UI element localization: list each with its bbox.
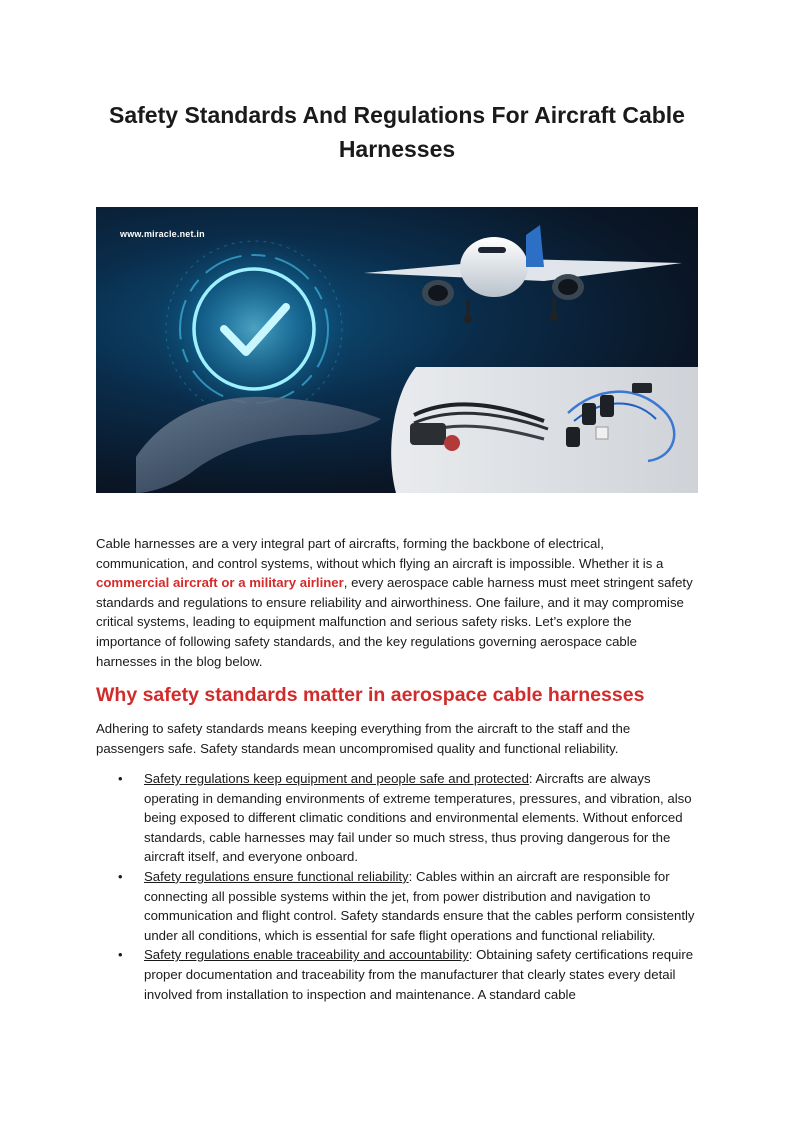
hero-image	[96, 207, 698, 493]
intro-paragraph	[96, 534, 698, 671]
bullet-icon: •	[118, 947, 123, 963]
list-item	[96, 945, 698, 1004]
bullet-text: : Cables within an aircraft are responsible for connecting all possible systems within the jet, from power distribution and navigation to communication and flight control. Safety standards ensure that the cables perform consistently under all conditions, which is essential for safe flight operations and functional reliability.	[144, 868, 695, 943]
hero-illustration	[96, 207, 698, 493]
intro-text-after: , every aerospace cable harness must meet stringent safety standards and regulations to ensure reliability and airworthiness. One failure, and it may compromise critical systems, leading to equipment malfunction and serious safety risks. Let’s explore the importance of following safety standards, and the key regulations governing aerospace cable harnesses in the blog below.	[96, 575, 693, 669]
list-item	[96, 867, 698, 945]
bullet-lead: Safety regulations enable traceability and accountability	[144, 947, 469, 963]
hand-graphic	[136, 397, 381, 493]
bullet-text: : Obtaining safety certifications require proper documentation and traceability from the manufacturer that clearly states every detail involved from installation to inspection and maintenance. A standard cable	[144, 947, 694, 1002]
bullet-icon: •	[118, 868, 123, 884]
bullet-lead: Safety regulations ensure functional reliability	[144, 868, 409, 884]
bullet-text: : Aircrafts are always operating in demanding environments of extreme temperatures, pressures, and vibration, also being exposed to different climatic conditions and environmental elements. Without enforced standards, cable harnesses may fail under so much stress, thus proving dangerous for the aircraft itself, and everyone onboard.	[144, 771, 692, 865]
page-title: Safety Standards And Regulations For Aircraft Cable Harnesses	[109, 102, 685, 162]
section-intro-paragraph: Adhering to safety standards means keeping everything from the aircraft to the staff and the passengers safe. Safety standards mean uncompromised quality and functional reliability.	[96, 721, 631, 756]
bullet-lead: Safety regulations keep equipment and people safe and protected	[144, 771, 529, 786]
hero-watermark: www.miracle.net.in	[120, 229, 205, 239]
bullet-icon: •	[118, 771, 123, 786]
commercial-aircraft-link[interactable]: commercial aircraft or a military airliner	[96, 575, 344, 591]
section-heading: Why safety standards matter in aerospace cable harnesses	[96, 684, 645, 706]
intro-text-before: Cable harnesses are a very integral part of aircrafts, forming the backbone of electrical, communication, and control systems, without which flying an aircraft is impossible. Whether it is a	[96, 536, 664, 571]
list-item	[96, 769, 698, 867]
bullet-list	[96, 769, 698, 1004]
airplane-graphic	[364, 225, 682, 323]
